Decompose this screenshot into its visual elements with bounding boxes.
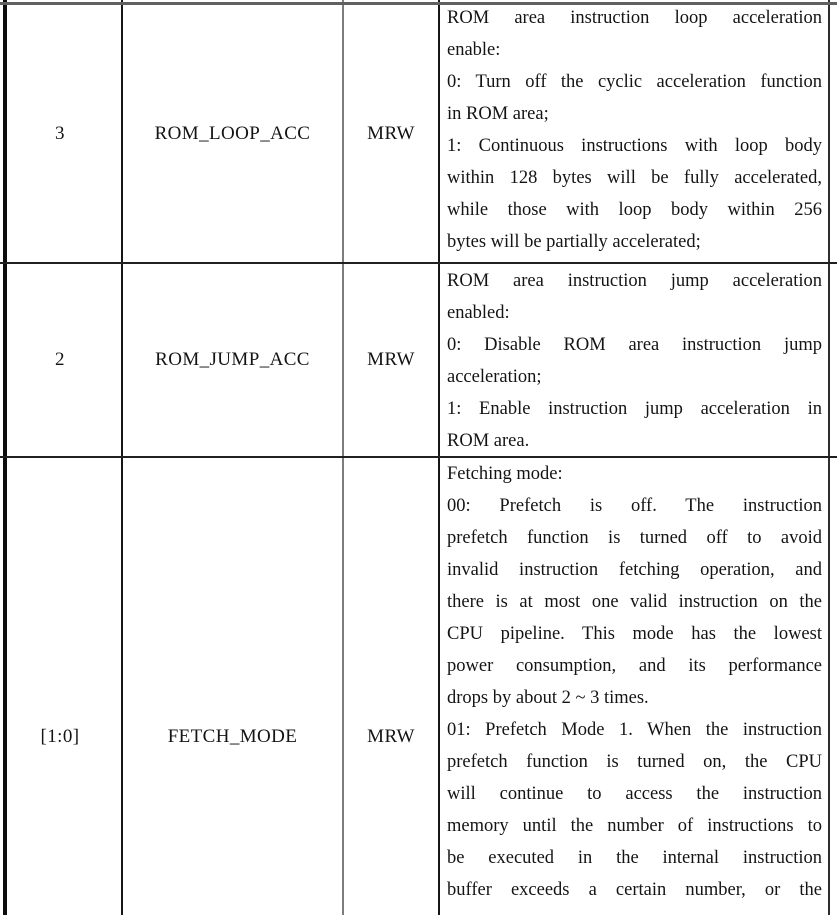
table-row-divider-1 bbox=[0, 262, 837, 264]
description-line: acceleration; bbox=[447, 367, 542, 387]
name-cell-rom-loop-acc: ROM_LOOP_ACC bbox=[154, 122, 311, 144]
access-cell-rom-jump-acc: MRW bbox=[367, 349, 415, 370]
name-cell-fetch-mode: FETCH_MODE bbox=[167, 726, 298, 747]
description-line: drops by about 2 ~ 3 times. bbox=[447, 688, 649, 708]
description-line: bytes will be partially accelerated; bbox=[447, 232, 701, 252]
description-line: prefetch function is turned on, the CPU bbox=[447, 752, 822, 772]
description-line: power consumption, and its performance bbox=[447, 656, 822, 676]
description-cell-rom-jump-acc bbox=[447, 265, 822, 457]
description-line: buffer exceeds a certain number, or the bbox=[447, 880, 822, 900]
table-row-divider-2 bbox=[0, 456, 837, 458]
description-cell-fetch-mode bbox=[447, 458, 822, 906]
description-line: invalid instruction fetching operation, and bbox=[447, 560, 822, 580]
description-line: 0: Disable ROM area instruction jump bbox=[447, 335, 822, 355]
description-line: 1: Continuous instructions with loop body bbox=[447, 136, 822, 156]
description-line: within 128 bytes will be fully accelerated, bbox=[447, 168, 822, 188]
bit-cell-rom-jump-acc: 2 bbox=[55, 349, 65, 370]
description-line: ROM area instruction loop acceleration bbox=[447, 8, 822, 28]
description-line: CPU pipeline. This mode has the lowest bbox=[447, 624, 822, 644]
description-line: prefetch function is turned off to avoid bbox=[447, 528, 822, 548]
bit-cell-rom-loop-acc: 3 bbox=[55, 122, 65, 144]
description-line: be executed in the internal instruction bbox=[447, 848, 822, 868]
table-top-row-divider bbox=[0, 2, 837, 5]
access-cell-fetch-mode: MRW bbox=[367, 726, 415, 747]
description-line: enabled: bbox=[447, 303, 510, 323]
description-line: 0: Turn off the cyclic acceleration function bbox=[447, 72, 822, 92]
description-line: in ROM area; bbox=[447, 104, 549, 124]
description-line: Fetching mode: bbox=[447, 464, 563, 484]
description-line: enable: bbox=[447, 40, 501, 60]
description-cell-rom-loop-acc bbox=[447, 2, 822, 258]
description-line: memory until the number of instructions to bbox=[447, 816, 822, 836]
description-line: ROM area. bbox=[447, 431, 530, 451]
description-line: 00: Prefetch is off. The instruction bbox=[447, 496, 822, 516]
description-line: ROM area instruction jump acceleration bbox=[447, 271, 822, 291]
description-line: 1: Enable instruction jump acceleration in bbox=[447, 399, 822, 419]
description-line: while those with loop body within 256 bbox=[447, 200, 822, 220]
name-cell-rom-jump-acc: ROM_JUMP_ACC bbox=[155, 349, 310, 370]
description-line: there is at most one valid instruction on the bbox=[447, 592, 822, 612]
description-line: will continue to access the instruction bbox=[447, 784, 822, 804]
bit-cell-fetch-mode: [1:0] bbox=[40, 726, 80, 747]
description-line: 01: Prefetch Mode 1. When the instruction bbox=[447, 720, 822, 740]
access-cell-rom-loop-acc: MRW bbox=[367, 122, 415, 144]
